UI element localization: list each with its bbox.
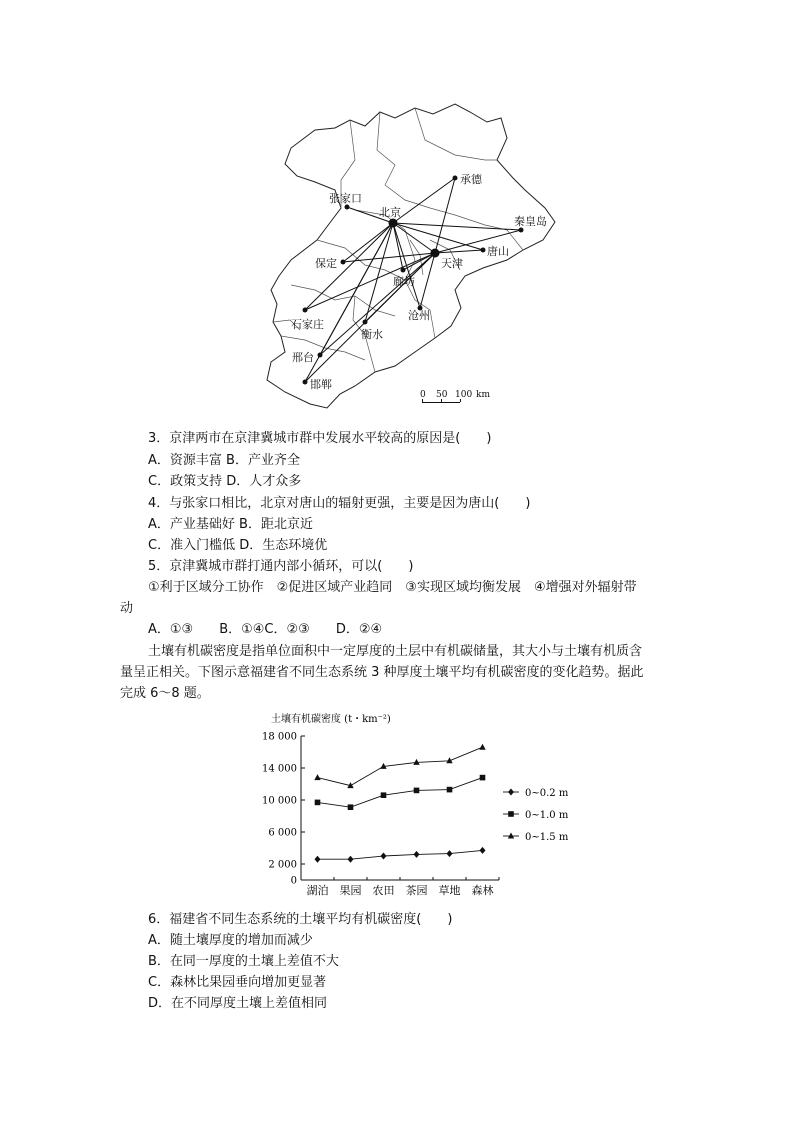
x-tick-label: 森林 (471, 884, 494, 897)
series-0-point (315, 856, 321, 863)
scale-bar (418, 390, 548, 410)
series-1-point (414, 788, 420, 794)
scale-tick-100: 100 (455, 390, 473, 400)
city-label-hengshui: 衡水 (361, 328, 383, 341)
city-dot-chengde (453, 176, 458, 181)
jingjinji-map (255, 90, 565, 415)
x-tick-label: 草地 (438, 884, 461, 897)
intro-line1: 土壤有机碳密度是指单位面积中一定厚度的土层中有机碳储量，其大小与土壤有机质含 (148, 644, 643, 659)
series-0-point (447, 850, 453, 857)
city-label-xingtai: 邢台 (292, 351, 314, 364)
x-tick-label: 湖泊 (306, 884, 329, 897)
series-1-point (447, 787, 453, 793)
city-label-shijiazhuang: 石家庄 (291, 318, 324, 331)
series-2-point (479, 744, 485, 750)
q5-items-line1: ①利于区域分工协作 ②促进区域产业趋同 ③实现区域均衡发展 ④增强对外辐射带 (148, 580, 637, 595)
q6-option-b: B．在同一厚度的土壤上差值不大 (148, 954, 339, 969)
series-1-point (348, 804, 354, 810)
scale-tick-50: 50 (436, 390, 448, 400)
x-tick-label: 茶园 (405, 884, 428, 897)
city-label-qinhuangdao: 秦皇岛 (514, 215, 547, 228)
scale-line (422, 402, 460, 403)
legend-label-2: 0~1.5 m (525, 832, 569, 843)
series-1-point (315, 800, 321, 806)
city-label-beijing: 北京 (379, 206, 401, 219)
scale-tick-0: 0 (420, 390, 426, 400)
q5-stem: 5．京津冀城市群打通内部小循环，可以( ) (148, 559, 414, 574)
y-tick-label: 6 000 (268, 827, 297, 839)
q6-option-c: C．森林比果园垂向增加更显著 (148, 975, 327, 990)
q4-options-1: A．产业基础好 B．距北京近 (148, 517, 313, 532)
scale-tick-mark-0 (422, 399, 423, 402)
y-tick-label: 0 (290, 875, 297, 887)
q5-options: A．①③ B．①④C．②③ D．②④ (148, 622, 383, 637)
y-tick-label: 18 000 (262, 731, 297, 743)
series-1-point (480, 775, 486, 781)
series-2-point (314, 774, 320, 780)
intro-line2: 量呈正相关。下图示意福建省不同生态系统 3 种厚度土壤平均有机碳密度的变化趋势。据此 (120, 665, 644, 680)
y-tick-label: 14 000 (262, 763, 297, 775)
city-label-baoding: 保定 (315, 257, 337, 270)
city-dot-hengshui (363, 320, 368, 325)
scale-tick-mark-100 (460, 399, 461, 402)
series-line-1 (318, 778, 483, 808)
map-svg (255, 90, 565, 415)
series-0-point (381, 853, 387, 860)
q4-options-2: C．准入门槛低 D．生态环境优 (148, 538, 328, 553)
city-dot-handan (303, 380, 308, 385)
legend-label-1: 0~1.0 m (525, 810, 569, 821)
soil-carbon-chart (255, 710, 575, 900)
city-label-cangzhou: 沧州 (408, 309, 430, 322)
city-dot-shijiazhuang (303, 308, 308, 313)
city-label-tianjin: 天津 (441, 257, 463, 270)
series-line-2 (318, 747, 483, 785)
series-1-point (381, 792, 387, 798)
city-label-langfang: 廊坊 (393, 275, 415, 288)
q6-option-d: D．在不同厚度土壤上差值相同 (148, 996, 328, 1011)
scale-tick-mark-50 (441, 399, 442, 402)
series-0-point (348, 856, 354, 863)
city-label-chengde: 承德 (460, 173, 482, 186)
chart-svg (255, 710, 575, 900)
q3-options-1: A．资源丰富 B．产业齐全 (148, 453, 300, 468)
legend-label-0: 0~0.2 m (525, 788, 569, 799)
city-dot-tangshan (481, 248, 486, 253)
scale-unit: km (476, 390, 490, 400)
city-label-zhangjiakou: 张家口 (329, 192, 362, 205)
y-tick-label: 10 000 (262, 795, 297, 807)
q5-items-line2: 动 (120, 601, 134, 616)
series-0-point (480, 847, 486, 854)
city-dot-tianjin (431, 249, 440, 258)
q3-stem: 3．京津两市在京津冀城市群中发展水平较高的原因是( ) (148, 431, 492, 446)
q3-options-2: C．政策支持 D．人才众多 (148, 474, 302, 489)
intro-line3: 完成 6～8 题。 (120, 686, 210, 701)
city-label-tangshan: 唐山 (487, 245, 509, 258)
legend-marker-1 (508, 811, 514, 817)
city-dot-langfang (401, 268, 406, 273)
legend-marker-2 (508, 833, 514, 839)
chart-ylabel: 土壤有机碳密度 (t・km⁻²) (271, 714, 391, 725)
city-dot-baoding (341, 260, 346, 265)
series-line-0 (318, 850, 483, 859)
city-label-handan: 邯郸 (310, 378, 332, 391)
x-tick-label: 农田 (372, 884, 395, 897)
x-tick-label: 果园 (339, 884, 362, 897)
y-tick-label: 2 000 (268, 859, 297, 871)
q4-stem: 4．与张家口相比，北京对唐山的辐射更强，主要是因为唐山( ) (148, 496, 531, 511)
legend-marker-0 (508, 789, 514, 796)
series-0-point (414, 851, 420, 858)
q6-option-a: A．随土壤厚度的增加而减少 (148, 933, 313, 948)
city-dot-xingtai (318, 353, 323, 358)
q6-stem: 6．福建省不同生态系统的土壤平均有机碳密度( ) (148, 912, 453, 927)
